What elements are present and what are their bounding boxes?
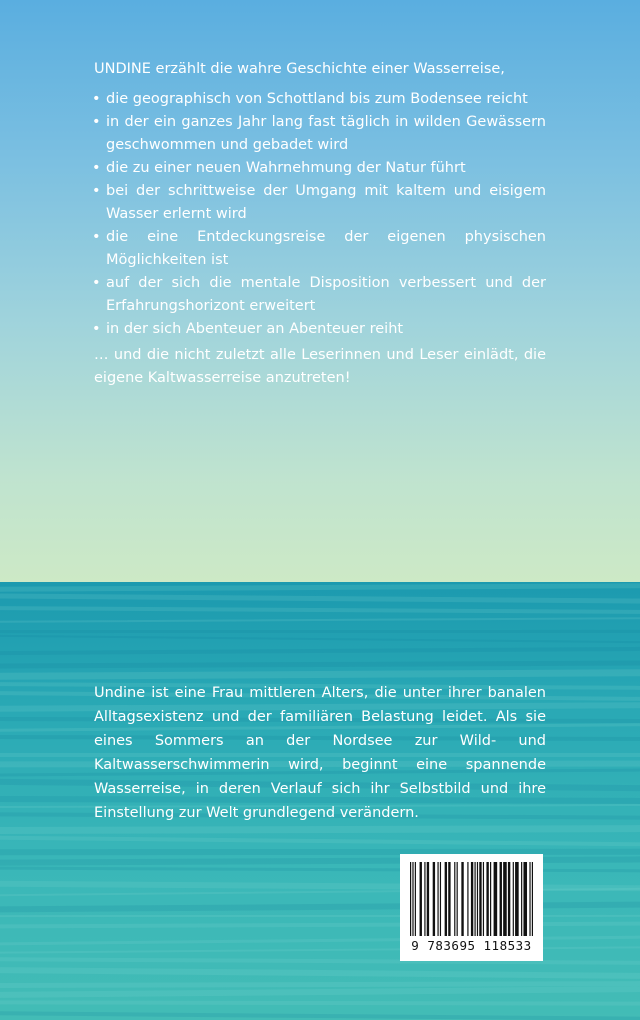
barcode-bar <box>503 862 507 936</box>
barcode-box <box>400 854 543 961</box>
barcode-bar <box>513 862 514 936</box>
water-streak <box>0 583 640 591</box>
water-streak <box>0 856 640 865</box>
barcode-bar <box>424 862 425 936</box>
barcode-bar <box>490 862 491 936</box>
water-streak <box>0 835 640 846</box>
water-streak <box>0 647 640 656</box>
water-streak <box>0 669 640 680</box>
water-streak <box>0 957 640 965</box>
water-streak <box>0 1000 640 1005</box>
barcode-bar <box>415 862 416 936</box>
list-item: • in der sich Abenteuer an Abenteuer reiht <box>94 318 546 341</box>
barcode-bar <box>474 862 475 936</box>
list-item: • die geographisch von Schottland bis zum Bodensee reicht <box>94 88 546 111</box>
water-streak <box>0 1011 640 1020</box>
list-item: • die eine Entdeckungsreise der eigenen physischen Möglichkeiten ist <box>94 226 546 272</box>
barcode-bar <box>483 862 484 936</box>
barcode-bar <box>433 862 435 936</box>
intro-text: UNDINE erzählt die wahre Geschichte einer Wasserreise, <box>94 61 505 77</box>
barcode-bar <box>523 862 527 936</box>
outro-text: … und die nicht zuletzt alle Leserinnen und Leser einlädt, die eigene Kaltwasserreise anzutreten! <box>94 347 546 386</box>
barcode-bar <box>457 862 458 936</box>
list-item: • auf der sich die mentale Disposition verbessert und der Erfahrungshorizont erweitert <box>94 272 546 318</box>
water-streak <box>0 986 640 999</box>
water-streak <box>0 867 640 873</box>
blurb-text: Undine ist eine Frau mittleren Alters, die unter ihrer banalen Alltagsexistenz und der familiären Belastung leidet. Als sie eines Sommers an der Nordsee zur Wild- und Kaltwasserschwimmerin wird, beginnt eine spannende Wasserreise, in deren Verlauf sich ihr Selbstbild und ihre Einstellung zur Welt grundlegend verändern. <box>94 685 546 821</box>
barcode-bar <box>521 862 522 936</box>
barcode-bar <box>454 862 455 936</box>
barcode-bar <box>427 862 429 936</box>
water-streak <box>0 635 640 644</box>
water-streak <box>0 606 640 614</box>
barcode-bar <box>410 862 411 936</box>
barcode-bar <box>529 862 530 936</box>
barcode-bar <box>532 862 533 936</box>
water-streak <box>0 922 640 929</box>
water-streak <box>0 593 640 603</box>
barcode-bar <box>437 862 438 936</box>
water-streak <box>0 617 640 623</box>
water-streak <box>0 946 640 954</box>
barcode-bar <box>477 862 478 936</box>
barcode-bar <box>479 862 481 936</box>
barcode-bar <box>420 862 422 936</box>
water-streak <box>0 660 640 668</box>
barcode-bar <box>494 862 498 936</box>
barcode-bar <box>508 862 510 936</box>
barcode-bar <box>471 862 473 936</box>
barcode-bar <box>486 862 488 936</box>
list-item: • in der ein ganzes Jahr lang fast täglich in wilden Gewässern geschwommen und gebadet wird <box>94 111 546 157</box>
list-item: • die zu einer neuen Wahrnehmung der Natur führt <box>94 157 546 180</box>
water-streak <box>0 849 640 856</box>
bullet-list <box>94 88 546 341</box>
water-streak <box>0 825 640 834</box>
barcode <box>410 862 533 936</box>
barcode-bar <box>467 862 468 936</box>
barcode-bar <box>448 862 450 936</box>
barcode-bar <box>461 862 463 936</box>
water-streak <box>0 935 640 945</box>
list-item: • bei der schrittweise der Umgang mit kaltem und eisigem Wasser erlernt wird <box>94 180 546 226</box>
barcode-digits: 9 783695 118533 <box>411 938 532 953</box>
water-streak <box>0 915 640 917</box>
barcode-bar <box>515 862 519 936</box>
barcode-bar <box>445 862 447 936</box>
water-streak <box>0 630 640 633</box>
water-streak <box>0 967 640 979</box>
water-streak <box>0 902 640 913</box>
barcode-bar <box>440 862 441 936</box>
barcode-bar <box>412 862 413 936</box>
barcode-bar <box>500 862 502 936</box>
